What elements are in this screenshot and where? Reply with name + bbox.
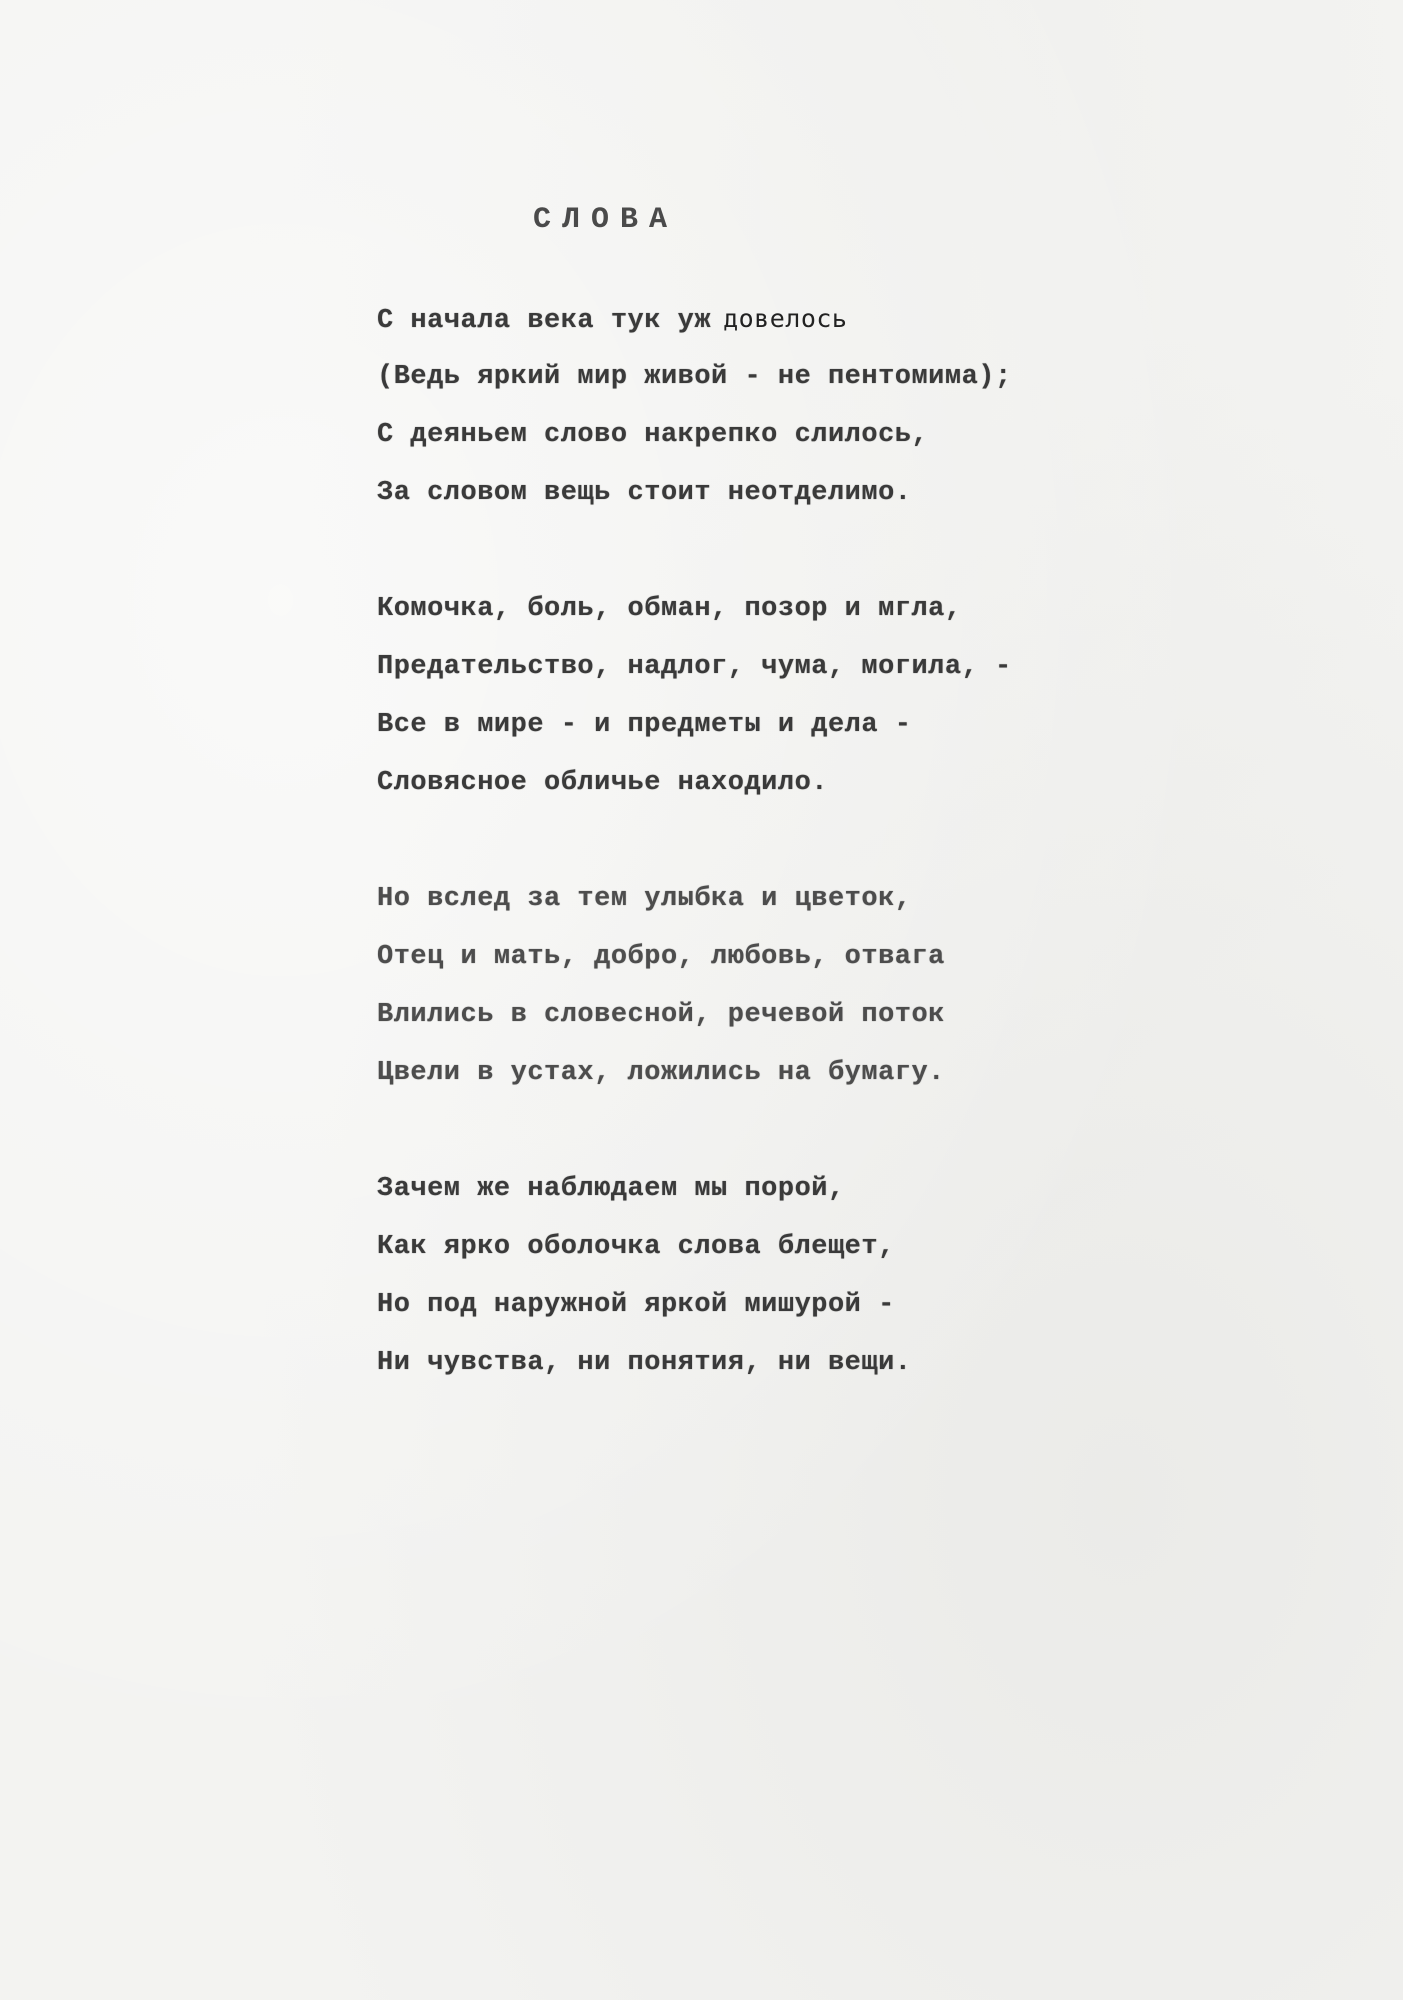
- poem-line: С деяньем слово накрепко слилось,: [377, 420, 929, 450]
- poem-line: За словом вещь стоит неотделимо.: [377, 478, 912, 508]
- line-text: С начала века тук уж: [377, 306, 712, 336]
- poem-line: Ни чувства, ни понятия, ни вещи.: [377, 1348, 912, 1378]
- stanza-1: [377, 290, 1012, 522]
- poem-line: Комочка, боль, обман, позор и мгла,: [377, 594, 962, 624]
- poem-line: [377, 290, 1012, 348]
- poem-line: Отец и мать, добро, любовь, отвага: [377, 942, 945, 972]
- poem-body: [377, 290, 1012, 1450]
- stanza-3: [377, 870, 1012, 1102]
- poem-line: Словясное обличье находило.: [377, 768, 828, 798]
- poem-line: Все в мире - и предметы и дела -: [377, 710, 912, 740]
- poem-line: Предательство, надлог, чума, могила, -: [377, 652, 1012, 682]
- poem-line: Но под наружной яркой мишурой -: [377, 1290, 895, 1320]
- poem-title: СЛОВА: [533, 203, 679, 237]
- poem-line: Но вслед за тем улыбка и цветок,: [377, 884, 912, 914]
- poem-line: (Ведь яркий мир живой - не пентомима);: [377, 362, 1012, 392]
- stanza-4: [377, 1160, 1012, 1392]
- overtyped-word: довелось: [723, 304, 848, 333]
- poem-line: Как ярко оболочка слова блещет,: [377, 1232, 895, 1262]
- poem-line: Зачем же наблюдаем мы порой,: [377, 1174, 845, 1204]
- stanza-2: [377, 580, 1012, 812]
- poem-line: Влились в словесной, речевой поток: [377, 1000, 945, 1030]
- poem-line: Цвели в устах, ложились на бумагу.: [377, 1058, 945, 1088]
